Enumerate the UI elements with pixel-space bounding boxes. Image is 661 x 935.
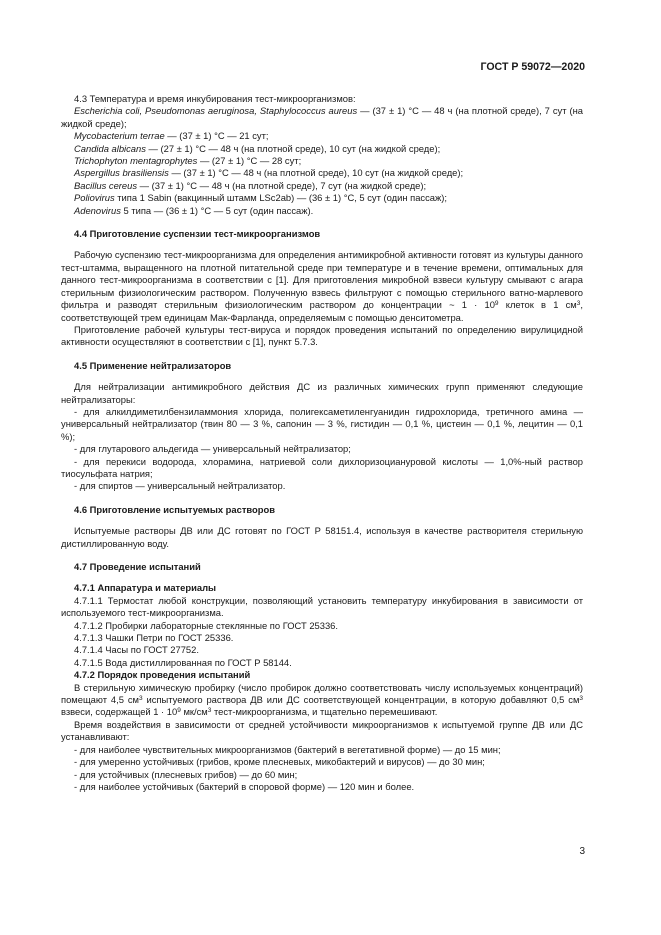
paragraph: Приготовление рабочей культуры тест-вируса и порядок проведения испытаний по определению вирулицидной активности осуществляют в соответствии с [1], пункт 5.7.3.: [61, 323, 583, 348]
section-4-3-title: 4.3 Температура и время инкубирования тест-микроорганизмов:: [74, 93, 356, 104]
page-body: [61, 93, 583, 793]
list-item: - для наиболее устойчивых (бактерий в споровой форме) — 120 мин и более.: [74, 780, 415, 792]
section-4-7-2-heading: 4.7.2 Порядок проведения испытаний: [74, 669, 251, 681]
list-item: - для спиртов — универсальный нейтрализатор.: [74, 480, 286, 492]
section-4-7-1-heading: 4.7.1 Аппаратура и материалы: [74, 582, 217, 594]
organism-name: Aspergillus brasiliensis: [74, 167, 169, 179]
organism-name: Adenovirus: [74, 204, 121, 216]
list-item: - для перекиси водорода, хлорамина, натриевой соли дихлоризоциануровой кислоты — 1,0%-ный раствор тиосульфата натрия;: [61, 455, 583, 479]
list-item: - для алкилдиметилбензиламмония хлорида, полигексаметиленгуанидин гидрохлорида, третичного амина — универсальный нейтрализатор (твин 80 — 3 %, сапонин — 3 %, гистидин — 0,1 %, цистеин — 0,1 %, лецитин — 0,1 %);: [61, 405, 583, 442]
list-item: Mycobacterium terrae — (37 ± 1) °С — 21 сут;: [74, 130, 269, 142]
organism-name: Poliovirus: [74, 192, 115, 204]
list-item: - для умеренно устойчивых (грибов, кроме плесневых, микобактерий и вирусов) — до 30 мин;: [74, 756, 485, 768]
list-item: Aspergillus brasiliensis — (37 ± 1) °С — 48 ч (на плотной среде), 10 сут (на жидкой среде);: [74, 167, 464, 179]
section-4-5-heading: 4.5 Применение нейтрализаторов: [74, 359, 232, 371]
section-4-6-heading: 4.6 Приготовление испытуемых растворов: [74, 503, 276, 515]
paragraph: В стерильную химическую пробирку (число пробирок должно соответствовать числу используемых концентраций) помещают 4,5 $см^3$ испытуемого раствора ДВ или ДС соответствующей концентрации, в которую добавляют 0,5 $см^3$ взвеси, содержащей $1 \cdot 10^9$ $мк/см^3$ тест-микроорганизма, и тщательно перемешивают.: [61, 681, 584, 718]
list-item: Poliovirus типа 1 Sabin (вакцинный штамм LSc2ab) — (36 ± 1) °С, 5 сут (один пассаж);: [74, 192, 448, 204]
list-item: Escherichia coli, Pseudomonas aeruginosa, Staphylococcus aureus — (37 ± 1) °С — 48 ч (на плотной среде), 7 сут (на жидкой среде);: [61, 105, 583, 129]
list-item: 4.7.1.5 Вода дистиллированная по ГОСТ Р 58144.: [74, 656, 292, 668]
list-item: Adenovirus 5 типа — (36 ± 1) °С — 5 сут (один пассаж).: [74, 204, 314, 216]
paragraph: Для нейтрализации антимикробного действия ДС из различных химических групп применяют следующие нейтрализаторы:: [61, 381, 583, 405]
paragraph: Испытуемые растворы ДВ или ДС готовят по ГОСТ Р 58151.4, используя в качестве растворителя стерильную дистиллированную воду.: [61, 525, 583, 549]
list-item: Trichophyton mentagrophytes — (27 ± 1) °С — 28 сут;: [74, 155, 302, 167]
section-4-4-heading: 4.4 Приготовление суспензии тест-микроорганизмов: [74, 228, 321, 240]
document-id: ГОСТ Р 59072—2020: [480, 61, 585, 73]
list-item: 4.7.1.4 Часы по ГОСТ 27752.: [74, 644, 199, 656]
paragraph: Рабочую суспензию тест-микроорганизма для определения антимикробной активности готовят из культуры данного тест-штамма, выращенного на плотной питательной среде при температуре и в течение времени, оптимальных для данного тест-микроорганизма в соответствии с [1]. Для приготовления микробной взвеси культуру смывают с агара стерильным физиологическим раствором. Полученную взвесь фильтруют с помощью стерильного ватно-марлевого фильтра и разводят стерильным физиологическим раствором до концентрации ~ $1 \cdot 10^9$ клеток в 1 $см^3$, соответствующей трем единицам Мак-Фарланда, определяемым с помощью денситометра.: [61, 249, 583, 323]
list-item: - для наиболее чувствительных микроорганизмов (бактерий в вегетативной форме) — до 15 мин;: [74, 743, 501, 755]
section-4-7-heading: 4.7 Проведение испытаний: [74, 561, 201, 572]
list-item: Candida albicans — (27 ± 1) °С — 48 ч (на плотной среде), 10 сут (на жидкой среде);: [74, 142, 441, 154]
organism-name: Escherichia coli, Pseudomonas aeruginosa, Staphylococcus aureus: [74, 105, 358, 117]
list-item: - для устойчивых (плесневых грибов) — до 60 мин;: [74, 768, 298, 780]
list-item: 4.7.1.3 Чашки Петри по ГОСТ 25336.: [74, 632, 234, 644]
list-item: 4.7.1.1 Термостат любой конструкции, позволяющий установить температуру инкубирования в зависимости от используемого тест-микроорганизма.: [61, 594, 583, 619]
list-item: - для глутарового альдегида — универсальный нейтрализатор;: [74, 443, 351, 455]
organism-name: Trichophyton mentagrophytes: [74, 155, 198, 167]
organism-name: Candida albicans: [74, 142, 146, 154]
organism-name: Bacillus cereus: [74, 179, 138, 191]
paragraph: Время воздействия в зависимости от средней устойчивости микроорганизмов к испытуемой группе ДВ или ДС устанавливают:: [61, 718, 583, 743]
page-number: 3: [579, 846, 585, 857]
list-item: Bacillus cereus — (37 ± 1) °С — 48 ч (на плотной среде), 7 сут (на жидкой среде);: [74, 179, 427, 191]
list-item: 4.7.1.2 Пробирки лабораторные стеклянные по ГОСТ 25336.: [74, 619, 338, 631]
organism-name: Mycobacterium terrae: [74, 130, 165, 142]
